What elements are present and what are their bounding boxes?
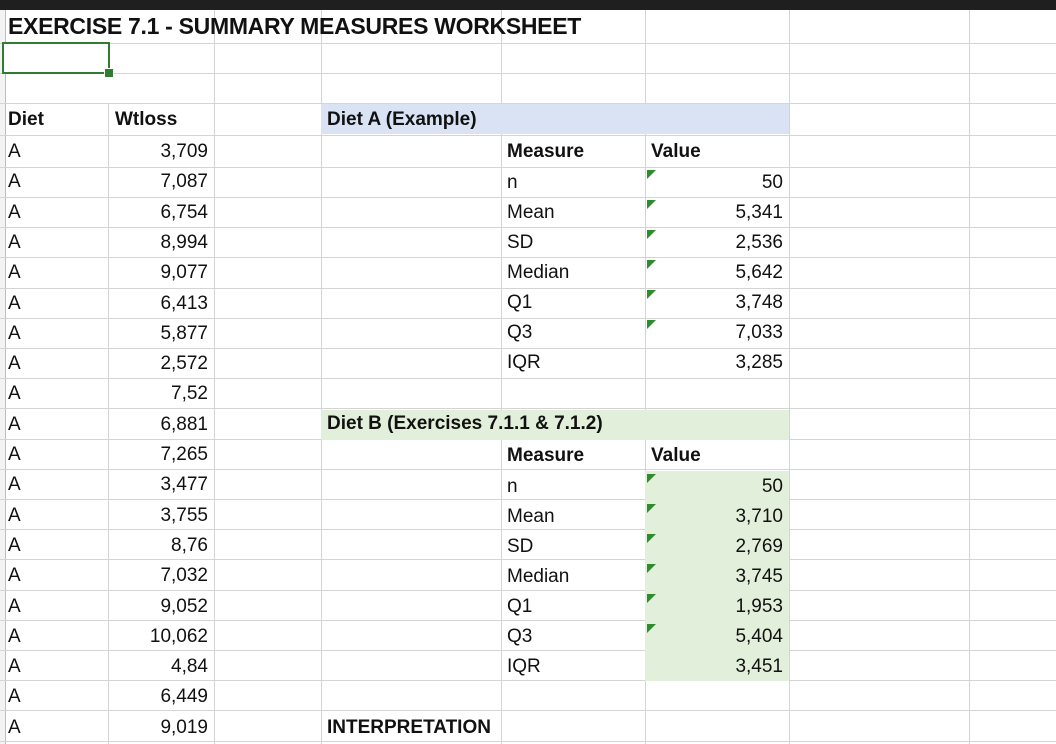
- formula-warning-icon[interactable]: [647, 594, 656, 603]
- wtloss-cell[interactable]: 9,052: [160, 595, 208, 617]
- diet-cell[interactable]: A: [8, 383, 21, 405]
- formula-warning-icon[interactable]: [647, 170, 656, 179]
- diet-a-measure-value[interactable]: 5,642: [735, 262, 783, 283]
- wtloss-cell[interactable]: 6,413: [160, 292, 208, 314]
- formula-warning-icon[interactable]: [647, 320, 656, 329]
- diet-cell[interactable]: A: [8, 686, 21, 708]
- wtloss-cell[interactable]: 8,76: [171, 534, 208, 556]
- diet-b-measure-value[interactable]: 1,953: [735, 596, 783, 617]
- diet-a-measure-value[interactable]: 5,341: [735, 202, 783, 223]
- formula-warning-icon[interactable]: [647, 474, 656, 483]
- wtloss-cell[interactable]: 7,52: [171, 383, 208, 405]
- wtloss-column-header[interactable]: Wtloss: [115, 109, 178, 130]
- diet-b-value-header[interactable]: Value: [651, 445, 701, 466]
- formula-warning-icon[interactable]: [647, 290, 656, 299]
- formula-warning-icon[interactable]: [647, 504, 656, 513]
- diet-cell[interactable]: A: [8, 444, 21, 465]
- diet-cell[interactable]: A: [8, 141, 21, 162]
- diet-cell[interactable]: A: [8, 353, 21, 375]
- wtloss-cell[interactable]: 4,84: [171, 656, 208, 678]
- fill-handle[interactable]: [104, 68, 114, 78]
- diet-cell[interactable]: A: [8, 171, 21, 193]
- diet-b-measure-label[interactable]: Mean: [507, 506, 555, 527]
- window-top-bar: [0, 0, 1056, 10]
- diet-a-measure-label[interactable]: n: [507, 172, 518, 193]
- diet-a-measure-label[interactable]: IQR: [507, 352, 541, 373]
- diet-cell[interactable]: A: [8, 534, 21, 556]
- diet-b-heading[interactable]: Diet B (Exercises 7.1.1 & 7.1.2): [327, 413, 603, 434]
- diet-a-measure-label[interactable]: Median: [507, 262, 570, 283]
- diet-a-measure-header[interactable]: Measure: [507, 141, 585, 162]
- formula-warning-icon[interactable]: [647, 624, 656, 633]
- diet-cell[interactable]: A: [8, 322, 21, 344]
- formula-warning-icon[interactable]: [647, 230, 656, 239]
- diet-b-measure-value[interactable]: 50: [761, 476, 783, 497]
- wtloss-cell[interactable]: 5,877: [160, 322, 208, 344]
- diet-a-measure-value[interactable]: 50: [761, 172, 783, 193]
- diet-a-measure-label[interactable]: SD: [507, 232, 534, 253]
- wtloss-cell[interactable]: 9,019: [160, 716, 208, 738]
- diet-b-measure-label[interactable]: IQR: [507, 656, 541, 677]
- diet-a-measure-value[interactable]: 7,033: [735, 322, 783, 343]
- wtloss-cell[interactable]: 3,477: [160, 474, 208, 496]
- diet-a-measure-value[interactable]: 3,748: [735, 292, 783, 313]
- diet-b-measure-value[interactable]: 2,769: [735, 536, 783, 557]
- diet-a-value-header[interactable]: Value: [651, 141, 701, 162]
- diet-cell[interactable]: A: [8, 565, 21, 587]
- diet-b-measure-label[interactable]: Median: [507, 566, 570, 587]
- diet-a-measure-label[interactable]: Q3: [507, 322, 533, 343]
- formula-warning-icon[interactable]: [647, 260, 656, 269]
- formula-warning-icon[interactable]: [647, 564, 656, 573]
- diet-b-measure-label[interactable]: Q3: [507, 626, 533, 647]
- diet-cell[interactable]: A: [8, 656, 21, 678]
- wtloss-cell[interactable]: 3,755: [160, 504, 208, 526]
- diet-b-measure-value[interactable]: 3,745: [735, 566, 783, 587]
- diet-cell[interactable]: A: [8, 716, 21, 738]
- diet-a-measure-value[interactable]: 2,536: [735, 232, 783, 253]
- diet-cell[interactable]: A: [8, 231, 21, 253]
- active-cell[interactable]: [2, 42, 110, 74]
- diet-cell[interactable]: A: [8, 595, 21, 617]
- diet-a-measure-label[interactable]: Mean: [507, 202, 555, 223]
- diet-b-measure-label[interactable]: Q1: [507, 596, 533, 617]
- diet-b-measure-value[interactable]: 5,404: [735, 626, 783, 647]
- diet-column-header[interactable]: Diet: [8, 109, 44, 130]
- formula-warning-icon[interactable]: [647, 534, 656, 543]
- diet-cell[interactable]: A: [8, 201, 21, 223]
- interpretation-label[interactable]: INTERPRETATION: [327, 717, 491, 738]
- wtloss-cell[interactable]: 6,881: [160, 413, 208, 435]
- diet-cell[interactable]: A: [8, 292, 21, 314]
- diet-b-measure-value[interactable]: 3,710: [735, 506, 783, 527]
- wtloss-cell[interactable]: 8,994: [160, 231, 208, 253]
- diet-b-measure-label[interactable]: SD: [507, 536, 534, 557]
- diet-a-heading[interactable]: Diet A (Example): [327, 109, 477, 130]
- diet-cell[interactable]: A: [8, 413, 21, 435]
- wtloss-cell[interactable]: 10,062: [149, 625, 208, 647]
- wtloss-cell[interactable]: 6,754: [160, 201, 208, 223]
- diet-a-measure-label[interactable]: Q1: [507, 292, 533, 313]
- diet-cell[interactable]: A: [8, 474, 21, 496]
- diet-b-measure-header[interactable]: Measure: [507, 445, 585, 466]
- diet-cell[interactable]: A: [8, 504, 21, 526]
- diet-b-measure-label[interactable]: n: [507, 476, 518, 497]
- wtloss-cell[interactable]: 7,265: [160, 444, 208, 465]
- wtloss-cell[interactable]: 3,709: [160, 141, 208, 162]
- worksheet-title: EXERCISE 7.1 - SUMMARY MEASURES WORKSHEET: [8, 13, 582, 39]
- diet-cell[interactable]: A: [8, 262, 21, 284]
- formula-warning-icon[interactable]: [647, 200, 656, 209]
- wtloss-cell[interactable]: 7,032: [160, 565, 208, 587]
- wtloss-cell[interactable]: 6,449: [160, 686, 208, 708]
- wtloss-cell[interactable]: 2,572: [160, 353, 208, 375]
- wtloss-cell[interactable]: 7,087: [160, 171, 208, 193]
- diet-a-measure-value[interactable]: 3,285: [735, 352, 783, 373]
- diet-cell[interactable]: A: [8, 625, 21, 647]
- diet-b-measure-value[interactable]: 3,451: [735, 656, 783, 677]
- wtloss-cell[interactable]: 9,077: [160, 262, 208, 284]
